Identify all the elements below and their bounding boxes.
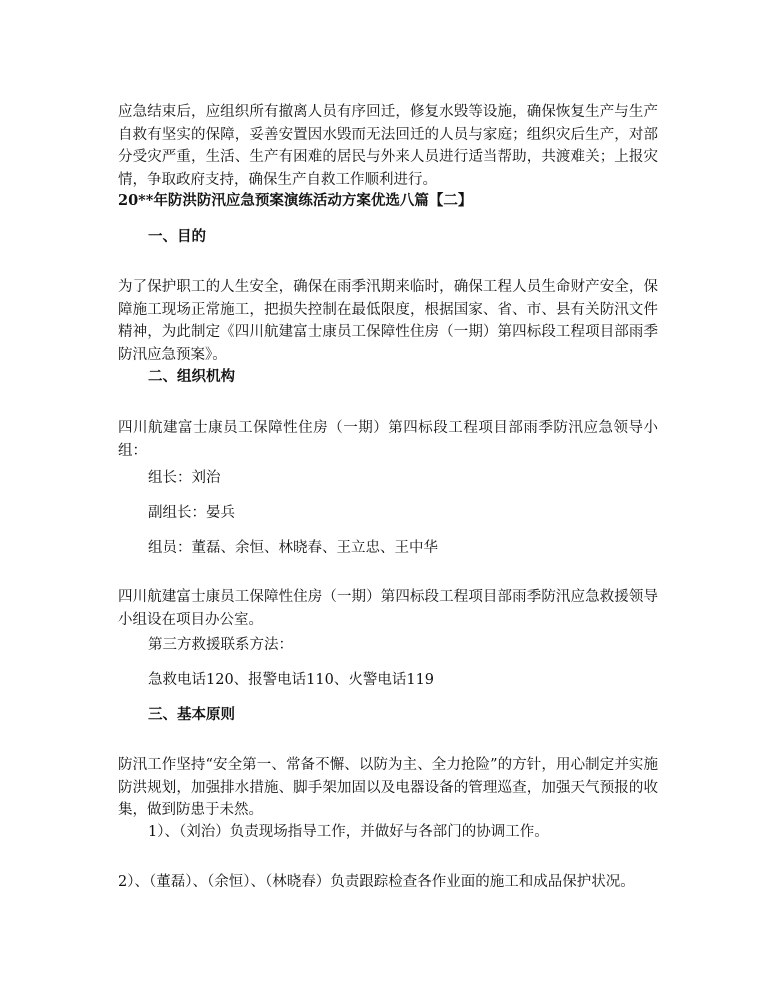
purpose-paragraph: 为了保护职工的人生安全，确保在雨季汛期来临时，确保工程人员生命财产安全，保障施工现场正常施工，把损失控制在最低限度，根据国家、省、市、县有关防汛文件精神，为此制定《四川航建富士康员工保障性住房（一期）第四标段工程项目部雨季防汛应急预案》。 [118,279,658,363]
intro-paragraph: 应急结束后，应组织所有撤离人员有序回迁，修复水毁等设施，确保恢复生产与生产自救有坚实的保障，妥善安置因水毁而无法回迁的人员与家庭；组织灾后生产，对部分受灾严重，生活、生产有困难的居民与外来人员进行适当帮助，共渡难关；上报灾情，争取政府支持，确保生产自救工作顺利进行。 [118,104,658,188]
organization-paragraph: 四川航建富士康员工保障性住房（一期）第四标段工程项目部雨季防汛应急领导小组： [118,420,658,459]
heading-principles: 三、基本原则 [148,706,235,723]
heading-organization: 二、组织机构 [148,368,235,385]
contact-label: 第三方救援联系方法： [148,637,293,653]
heading-purpose: 一、目的 [148,228,206,245]
list-item: 2）、（董磊）、（余恒）、（林晓春）负责跟踪检查各作业面的施工和成品保护状况。 [118,874,635,890]
office-paragraph: 四川航建富士康员工保障性住房（一期）第四标段工程项目部雨季防汛应急救援领导小组设在项目办公室。 [118,589,658,628]
principle-paragraph: 防汛工作坚持“安全第一、常备不懈、以防为主、全力抢险”的方针，用心制定并实施防洪规划，加强排水措施、脚手架加固以及电器设备的管理巡查，加强天气预报的收集，做到防患于未然。 [118,757,658,818]
members-line: 组员：董磊、余恒、林晓春、王立忠、王中华 [148,540,438,556]
list-item: 1）、（刘治）负责现场指导工作，并做好与各部门的协调工作。 [148,824,549,840]
emergency-phones: 急救电话120、报警电话110、火警电话119 [148,672,435,688]
leader-line: 组长：刘治 [148,470,221,486]
section-title: 20**年防洪防汛应急预案演练活动方案优选八篇【二】 [118,192,473,209]
deputy-leader-line: 副组长：晏兵 [148,505,235,521]
